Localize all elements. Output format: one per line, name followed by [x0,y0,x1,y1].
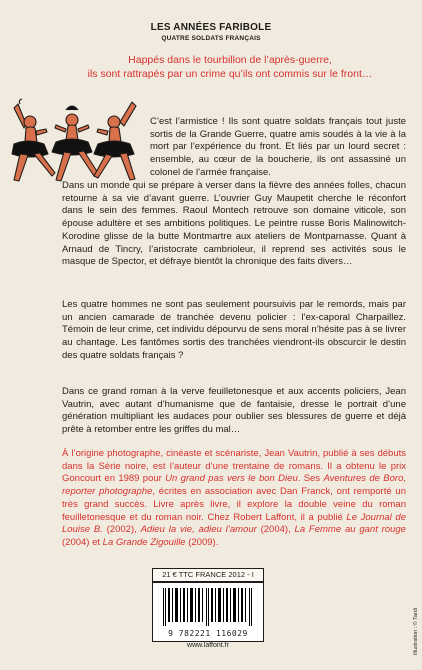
bio-title-1: Un grand pas vers le bon Dieu [165,473,298,485]
intro-paragraph: C’est l’armistice ! Ils sont quatre soldats français tout juste sortis de la Grande Guerre, quatre amis soudés à la vie à la mort par l’expérience du front. Et liés par un lourd secret : ensemble, au cœur de la boucherie, ils ont assassiné un colonel de l’armée française. [150,116,406,178]
bio-text-7: (2009). [185,536,219,548]
bio-text-6: (2004) et [62,536,103,548]
bio-text-1: À l’origine photographe, cinéaste et scénariste, Jean Vautrin, publié à ses débuts dans la Série noire, est l’auteur d’une trentaine de romans. Il a obtenu le prix Goncourt en 1989 pour [62,448,406,485]
plot-paragraph: Les quatre hommes ne sont pas seulement poursuivis par le remords, mais par un ancien camarade de tranchée devenu policier : l’ex-caporal Charpaillez. Témoin de leur crime, cet individu dépourvu de sens moral n’hésite pas à se livrer au chantage. Les fantômes sortis des tranchées viendront-ils obscurcir le destin des quatre soldats français ? [62,299,406,361]
author-bio [62,448,406,550]
bio-text-4: (2002), [102,524,141,536]
bio-text-3: , écrites en association avec Dan Franck, ont remporté un très grand succès. Livre après livre, il explore la double veine du roman feuilletonesque et du roman noir. Chez Robert Laffont, il a publié [62,486,406,523]
bio-title-4: Adieu la vie, adieu l’amour [140,524,257,536]
bio-title-3: Le Journal de Louise B. [62,511,406,536]
publisher-website: www.laffont.fr [187,642,229,649]
barcode [152,582,264,642]
header [0,22,422,42]
bio-title-5: La Femme au gant rouge [294,524,406,536]
summary-paragraph: Dans ce grand roman à la verve feuilletonesque et aux accents policiers, Jean Vautrin, avec autant d’humanisme que de fantaisie, dresse le portrait d’une génération multipliant les audaces pour oublier ses blessures de guerre et déjà prête à retomber entre les griffes du mal… [62,386,406,436]
tagline-line-1: Happés dans le tourbillon de l’après-guerre, [128,54,332,66]
bio-text-2: . Ses [297,473,324,485]
tagline-line-2: ils sont rattrapés par un crime qu’ils ont commis sur le front… [87,68,373,80]
bio-text-5: (2004), [256,524,295,536]
illustration-credit: Illustration : © Tardi [413,607,419,655]
series-title: LES ANNÉES FARIBOLE [150,22,272,33]
characters-paragraph: Dans un monde qui se prépare à verser dans la fièvre des années folles, chacun retourne à sa vie d’avant guerre. L’ouvrier Guy Maupetit cherche le réconfort dans le sein des femmes. Raoul Montech retrouve son domaine viticole, son épouse adultère et ses ambitions politiques. Le peintre russe Boris Malinowitch-Korodine glisse de la butte Montmartre aux ateliers de Montparnasse. Quant à Arnaud de Tincry, l’aristocrate cambrioleur, il reprend ses activités sous le masque de Spector, et défraye bientôt la chronique des faits divers… [62,180,406,268]
bio-title-6: La Grande Zigouille [102,536,186,548]
barcode-icon [163,588,253,626]
isbn-number: 9 782221 116029 [168,629,248,638]
tagline [50,53,410,81]
book-subtitle: QUATRE SOLDATS FRANÇAIS [161,35,261,42]
bio-title-2: Aventures de Boro, reporter photographe [62,473,406,498]
price-label: 21 € TTC FRANCE 2012 - I [152,568,264,582]
